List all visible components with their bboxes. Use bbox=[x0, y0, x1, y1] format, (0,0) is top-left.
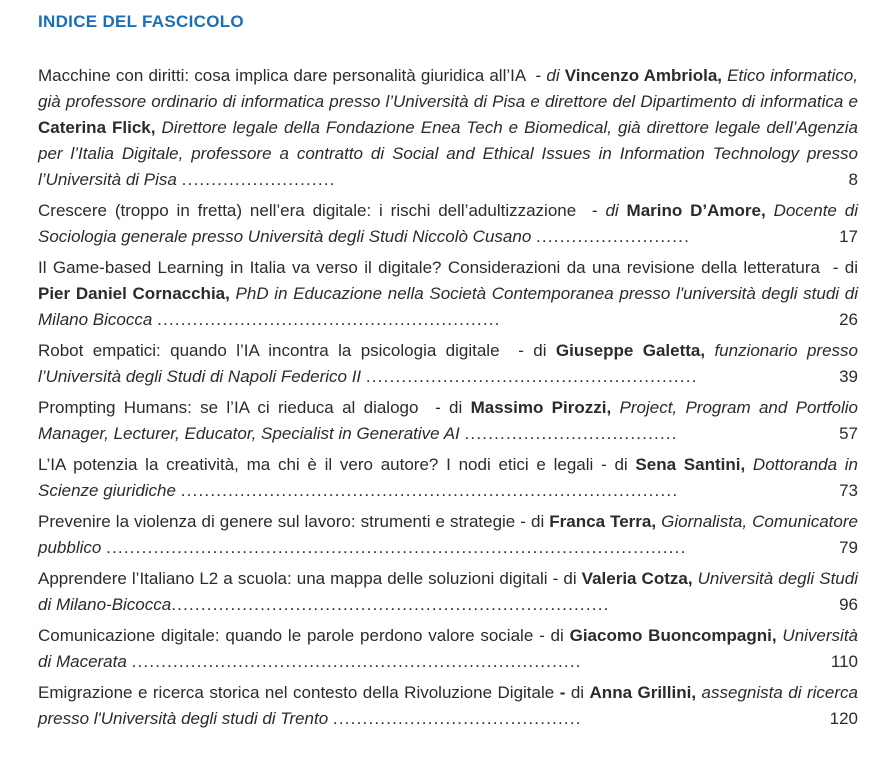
toc-entry-text-segment: Università degli Studi di Milano-Bicocca bbox=[38, 569, 858, 614]
dot-leader: .......................................... bbox=[332, 709, 582, 728]
toc-entry-text-segment: Project, Program and Portfolio Manager, Lecturer, Educator, Specialist in Generative AI bbox=[38, 398, 858, 443]
toc-entry-text-segment: Macchine con diritti: cosa implica dare personalità giuridica all’IA - bbox=[38, 66, 547, 85]
toc-entry-3 bbox=[38, 255, 858, 333]
toc-entry-text-segment: Emigrazione e ricerca storica nel contesto della Rivoluzione Digitale bbox=[38, 683, 560, 702]
toc-entry-text-segment: Marino D’Amore, bbox=[626, 201, 766, 220]
toc-entry-text-segment: Prevenire la violenza di genere sul lavoro: strumenti e strategie - di bbox=[38, 512, 550, 531]
toc-entry-text-segment: Pier Daniel Cornacchia, bbox=[38, 284, 230, 303]
dot-leader: ........................................................ bbox=[365, 367, 698, 386]
toc-entry-text-segment: Comunicazione digitale: quando le parole perdono valore sociale - di bbox=[38, 626, 570, 645]
page-number: 17 bbox=[833, 224, 858, 250]
toc-entry-text-segment: Apprendere l’Italiano L2 a scuola: una mappa delle soluzioni digitali - di bbox=[38, 569, 582, 588]
toc-entry-text-segment: funzionario presso l’Università degli Studi di Napoli Federico II bbox=[38, 341, 858, 386]
page-number: 79 bbox=[833, 535, 858, 561]
toc-entry-8 bbox=[38, 566, 858, 618]
toc-entry-4 bbox=[38, 338, 858, 390]
toc-entry-text-segment: Giuseppe Galetta, bbox=[555, 341, 706, 360]
page-number: 39 bbox=[833, 364, 858, 390]
dot-leader: .......................... bbox=[536, 227, 691, 246]
page-number: 57 bbox=[833, 421, 858, 447]
toc-entry-9 bbox=[38, 623, 858, 675]
dot-leader: ............................................................................ bbox=[131, 652, 582, 671]
toc-entry-text-segment: Docente di Sociologia generale presso Università degli Studi Niccolò Cusano bbox=[38, 201, 858, 246]
toc-entry-text-segment: di bbox=[546, 66, 565, 85]
toc-entry-text-segment: Anna Grillini, bbox=[589, 683, 697, 702]
toc-entry-2 bbox=[38, 198, 858, 250]
dot-leader: .................................................................................................. bbox=[106, 538, 687, 557]
dot-leader: .......................................................................... bbox=[171, 595, 610, 614]
toc-entry-text-segment: assegnista di ricerca presso l'Università degli studi di Trento bbox=[38, 683, 858, 728]
toc-entry-text-segment: Valeria Cotza, bbox=[581, 569, 693, 588]
toc-entry-text-segment: di bbox=[570, 683, 590, 702]
toc-entry-text-segment: Crescere (troppo in fretta) nell’era digitale: i rischi dell’adultizzazione - bbox=[38, 201, 606, 220]
toc-entry-text-segment: Direttore legale della Fondazione Enea Tech e Biomedical, già direttore legale dell’Agenzia per l’Italia Digitale, professore a contratto di Social and Ethical Issues in Information Technology presso l’Università di Pisa bbox=[38, 118, 858, 189]
toc-entry-7 bbox=[38, 509, 858, 561]
toc-entry-text-segment: di bbox=[605, 201, 627, 220]
toc-entry-text-segment: Giornalista, Comunicatore pubblico bbox=[38, 512, 858, 557]
toc-entry-1 bbox=[38, 63, 858, 193]
toc-entry-text-segment: Caterina Flick, bbox=[38, 118, 156, 137]
toc-entry-text-segment: Vincenzo Ambriola, bbox=[564, 66, 723, 85]
toc-entry-text-segment: Robot empatici: quando l’IA incontra la psicologia digitale - di bbox=[38, 341, 556, 360]
toc-entry-6 bbox=[38, 452, 858, 504]
toc-entry-text-segment: L’IA potenzia la creatività, ma chi è il vero autore? I nodi etici e legali - di bbox=[38, 455, 636, 474]
toc-entry-text-segment: Sena Santini, bbox=[635, 455, 746, 474]
toc-entry-text-segment: Massimo Pirozzi, bbox=[470, 398, 612, 417]
toc-entry-10 bbox=[38, 680, 858, 732]
toc-entry-text-segment: Etico informatico, già professore ordinario di informatica presso l’Università di Pisa e direttore del Dipartimento di informatica e bbox=[38, 66, 858, 111]
toc-entry-text-segment: Franca Terra, bbox=[549, 512, 657, 531]
page-number: 110 bbox=[825, 649, 858, 675]
page-number: 26 bbox=[833, 307, 858, 333]
dot-leader: .................................................................................... bbox=[180, 481, 679, 500]
page-number: 120 bbox=[824, 706, 858, 732]
toc-entry-text-segment: Prompting Humans: se l’IA ci rieduca al dialogo - di bbox=[38, 398, 471, 417]
dot-leader: .......................................................... bbox=[157, 310, 501, 329]
toc-entry-text-segment: Giacomo Buoncompagni, bbox=[569, 626, 777, 645]
toc-entry-text-segment: Università di Macerata bbox=[38, 626, 858, 671]
dot-leader: .................................... bbox=[464, 424, 678, 443]
dot-leader: .......................... bbox=[181, 170, 336, 189]
page-number: 96 bbox=[833, 592, 858, 618]
toc-entries bbox=[38, 63, 858, 732]
toc-entry-text-segment: Dottoranda in Scienze giuridiche bbox=[38, 455, 859, 500]
toc-entry-text-segment: Il Game-based Learning in Italia va verso il digitale? Considerazioni da una revisione della letteratura - di bbox=[38, 258, 858, 277]
page-number: 73 bbox=[833, 478, 858, 504]
page-title: INDICE DEL FASCICOLO bbox=[38, 12, 244, 31]
toc-entry-text-segment: - bbox=[559, 683, 571, 702]
page-number: 8 bbox=[843, 167, 858, 193]
toc-entry-5 bbox=[38, 395, 858, 447]
toc-entry-text-segment: PhD in Educazione nella Società Contemporanea presso l'università degli studi di Milano Bicocca bbox=[38, 284, 858, 329]
